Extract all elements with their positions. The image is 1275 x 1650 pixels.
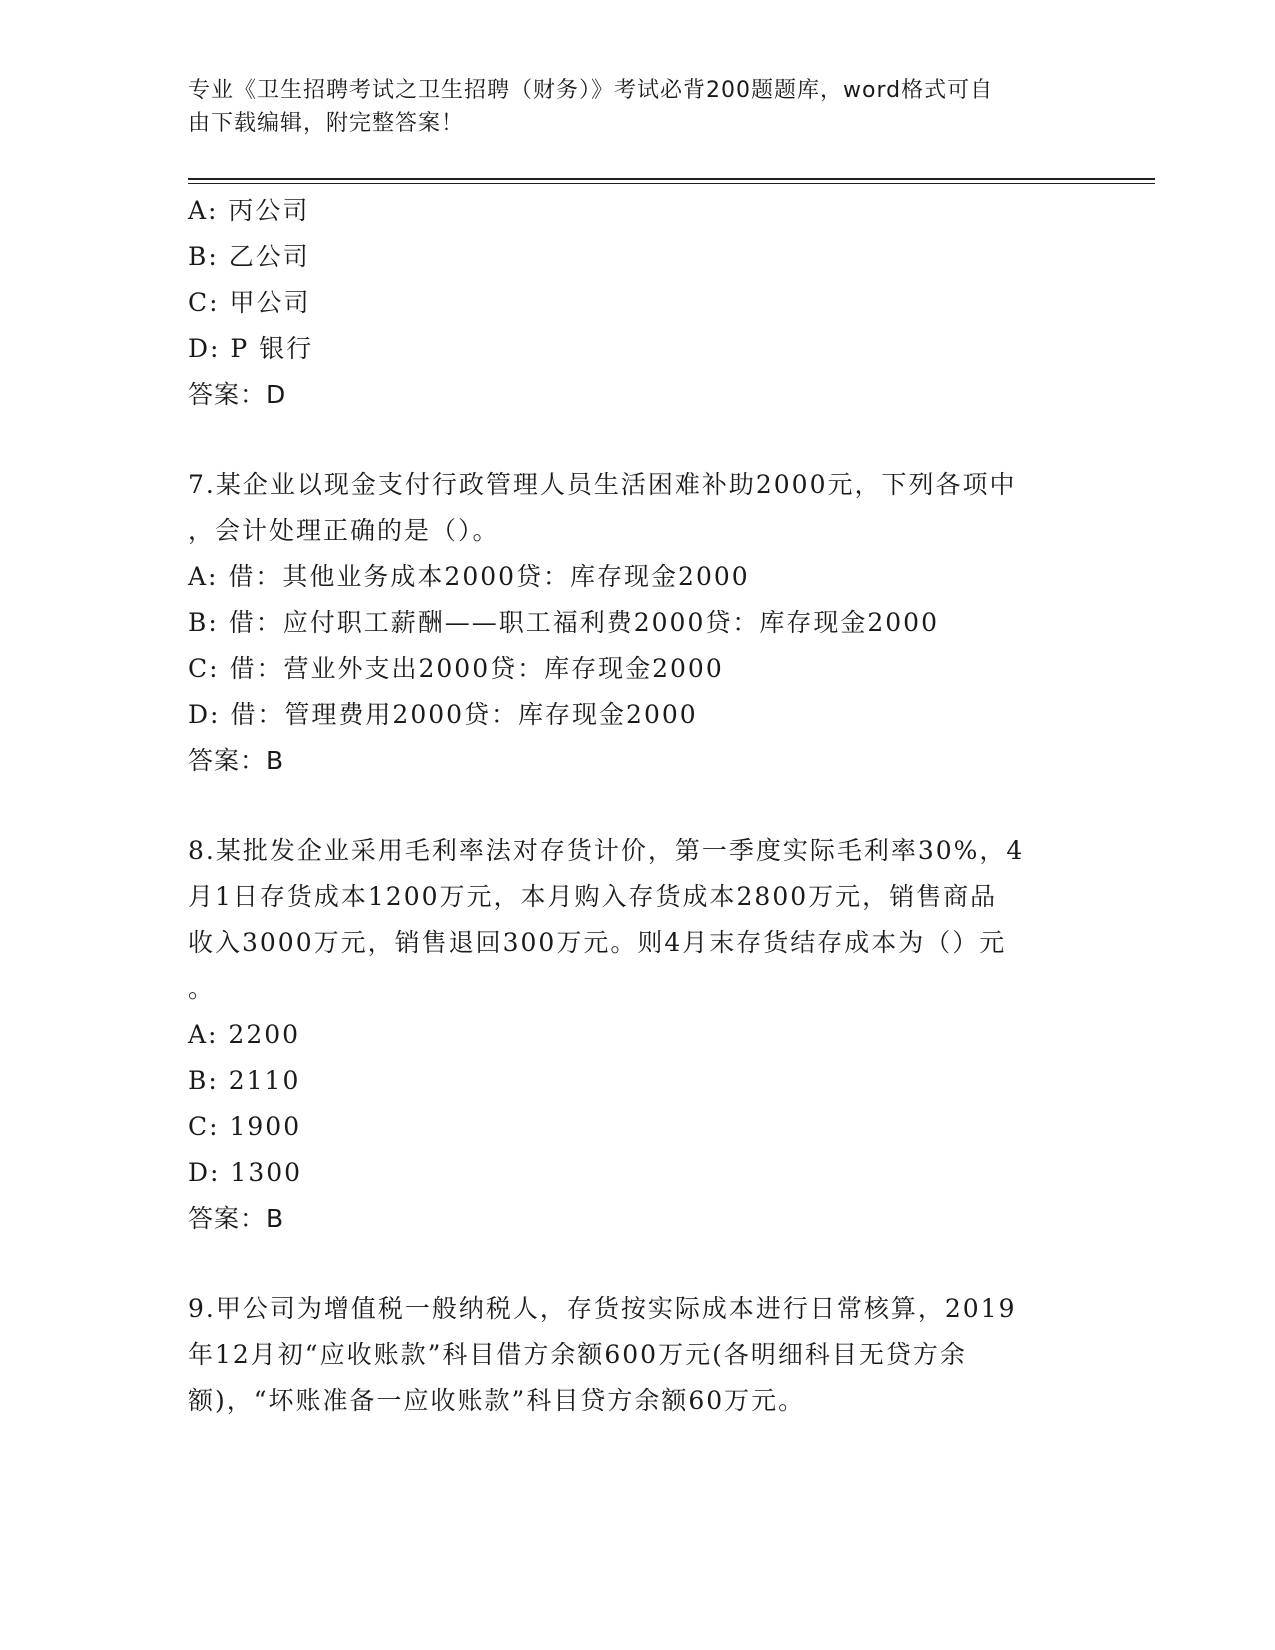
question-text-line: ，会计处理正确的是（）。 <box>188 516 500 545</box>
header-rule-thin <box>188 183 1155 184</box>
option-a: A: 2200 <box>188 1020 301 1049</box>
question-text-line: 月1日存货成本1200万元，本月购入存货成本2800万元，销售商品 <box>188 882 998 911</box>
option-b: B: 乙公司 <box>188 242 310 271</box>
answer-line: 答案：D <box>188 380 287 409</box>
spacer <box>188 418 1088 462</box>
document-header <box>188 74 1088 140</box>
option-b: B: 借：应付职工薪酬——职工福利费2000贷：库存现金2000 <box>188 608 939 637</box>
question-text-line: 。 <box>188 974 216 1003</box>
spacer <box>188 1242 1088 1286</box>
question-text-line: 额)，“坏账准备一应收账款”科目贷方余额60万元。 <box>188 1386 806 1415</box>
option-a: A: 丙公司 <box>188 196 310 225</box>
header-rule-thick <box>188 178 1155 180</box>
option-d: D: P 银行 <box>188 334 314 363</box>
option-c: C: 甲公司 <box>188 288 311 317</box>
spacer <box>188 784 1088 828</box>
option-c: C: 1900 <box>188 1112 302 1141</box>
option-b: B: 2110 <box>188 1066 301 1095</box>
question-text-line: 8.某批发企业采用毛利率法对存货计价，第一季度实际毛利率30%，4 <box>188 836 1025 865</box>
question-9 <box>188 1286 1088 1424</box>
question-text-line: 7.某企业以现金支付行政管理人员生活困难补助2000元，下列各项中 <box>188 470 1017 499</box>
option-a: A: 借：其他业务成本2000贷：库存现金2000 <box>188 562 750 591</box>
document-body <box>188 188 1088 1424</box>
question-7 <box>188 462 1088 784</box>
option-c: C: 借：营业外支出2000贷：库存现金2000 <box>188 654 724 683</box>
answer-line: 答案：B <box>188 746 285 775</box>
answer-line: 答案：B <box>188 1204 285 1233</box>
question-8 <box>188 828 1088 1242</box>
option-d: D: 借：管理费用2000贷：库存现金2000 <box>188 700 698 729</box>
header-line-2: 由下载编辑，附完整答案！ <box>188 111 465 136</box>
option-d: D: 1300 <box>188 1158 303 1187</box>
header-line-1: 专业《卫生招聘考试之卫生招聘（财务）》考试必背200题题库，word格式可自 <box>188 78 994 103</box>
question-text-line: 9.甲公司为增值税一般纳税人，存货按实际成本进行日常核算，2019 <box>188 1294 1017 1323</box>
question-6 <box>188 188 1088 418</box>
question-text-line: 年12月初“应收账款”科目借方余额600万元(各明细科目无贷方余 <box>188 1340 967 1369</box>
question-text-line: 收入3000万元，销售退回300万元。则4月末存货结存成本为（）元 <box>188 928 1007 957</box>
